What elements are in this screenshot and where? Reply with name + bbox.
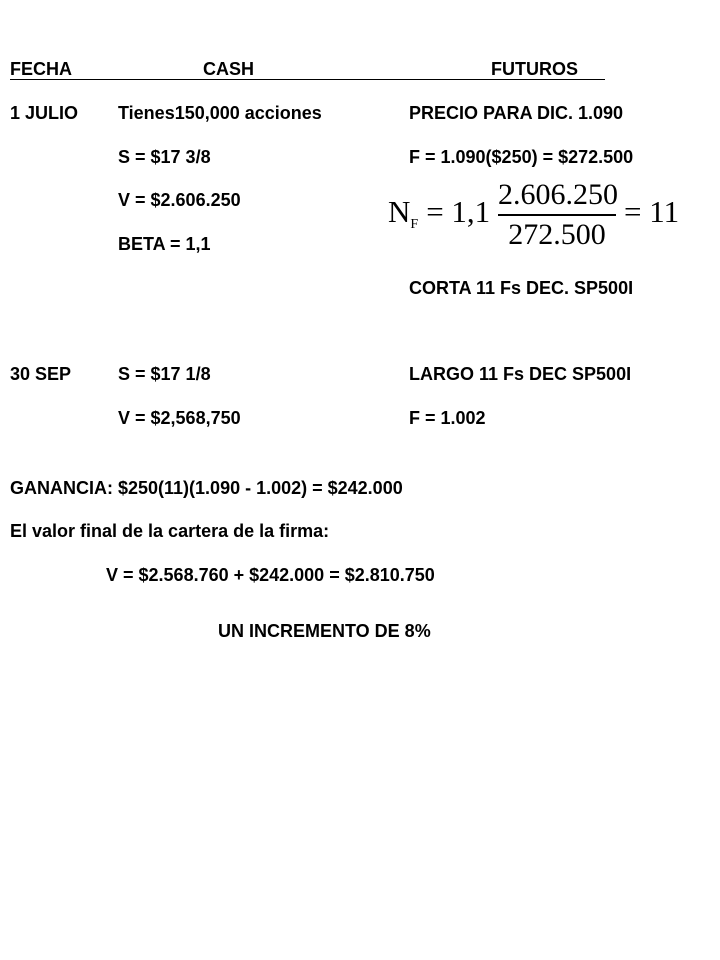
header-underline <box>10 79 605 80</box>
sep-futures-long-position: LARGO 11 Fs DEC SP500I <box>409 364 632 384</box>
incremento-line: UN INCREMENTO DE 8% <box>218 621 431 641</box>
header-cash: CASH <box>203 59 255 79</box>
sep-cash-spot-price: S = $17 1/8 <box>118 364 211 384</box>
valor-final-label: El valor final de la cartera de la firma: <box>10 521 330 541</box>
formula-n-symbol: N <box>388 194 411 229</box>
date-30-sep: 30 SEP <box>10 364 72 384</box>
formula-beta-factor: = 1,1 <box>426 194 491 229</box>
header-futuros: FUTUROS <box>491 59 578 79</box>
futures-precio-dic: PRECIO PARA DIC. 1.090 <box>409 103 624 123</box>
formula-numerator: 2.606.250 <box>498 178 618 211</box>
cash-beta: BETA = 1,1 <box>118 234 211 254</box>
formula-fraction <box>498 176 616 252</box>
sep-futures-price: F = 1.002 <box>409 408 486 428</box>
cash-spot-price: S = $17 3/8 <box>118 147 211 167</box>
futures-short-position: CORTA 11 Fs DEC. SP500I <box>409 278 634 298</box>
valor-final-equation: V = $2.568.760 + $242.000 = $2.810.750 <box>106 565 435 585</box>
cash-acciones: Tienes150,000 acciones <box>118 103 322 123</box>
formula-lhs <box>388 194 491 232</box>
sep-cash-portfolio-value: V = $2,568,750 <box>118 408 241 428</box>
formula-fraction-bar <box>498 214 616 216</box>
futures-contract-value: F = 1.090($250) = $272.500 <box>409 147 634 167</box>
formula-subscript: F <box>410 217 419 232</box>
cash-portfolio-value: V = $2.606.250 <box>118 190 241 210</box>
header-fecha: FECHA <box>10 59 72 79</box>
ganancia-line: GANANCIA: $250(11)(1.090 - 1.002) = $242.000 <box>10 478 403 498</box>
formula-denominator: 272.500 <box>508 218 606 251</box>
date-1-julio: 1 JULIO <box>10 103 79 123</box>
formula-result: = 11 <box>624 194 680 229</box>
